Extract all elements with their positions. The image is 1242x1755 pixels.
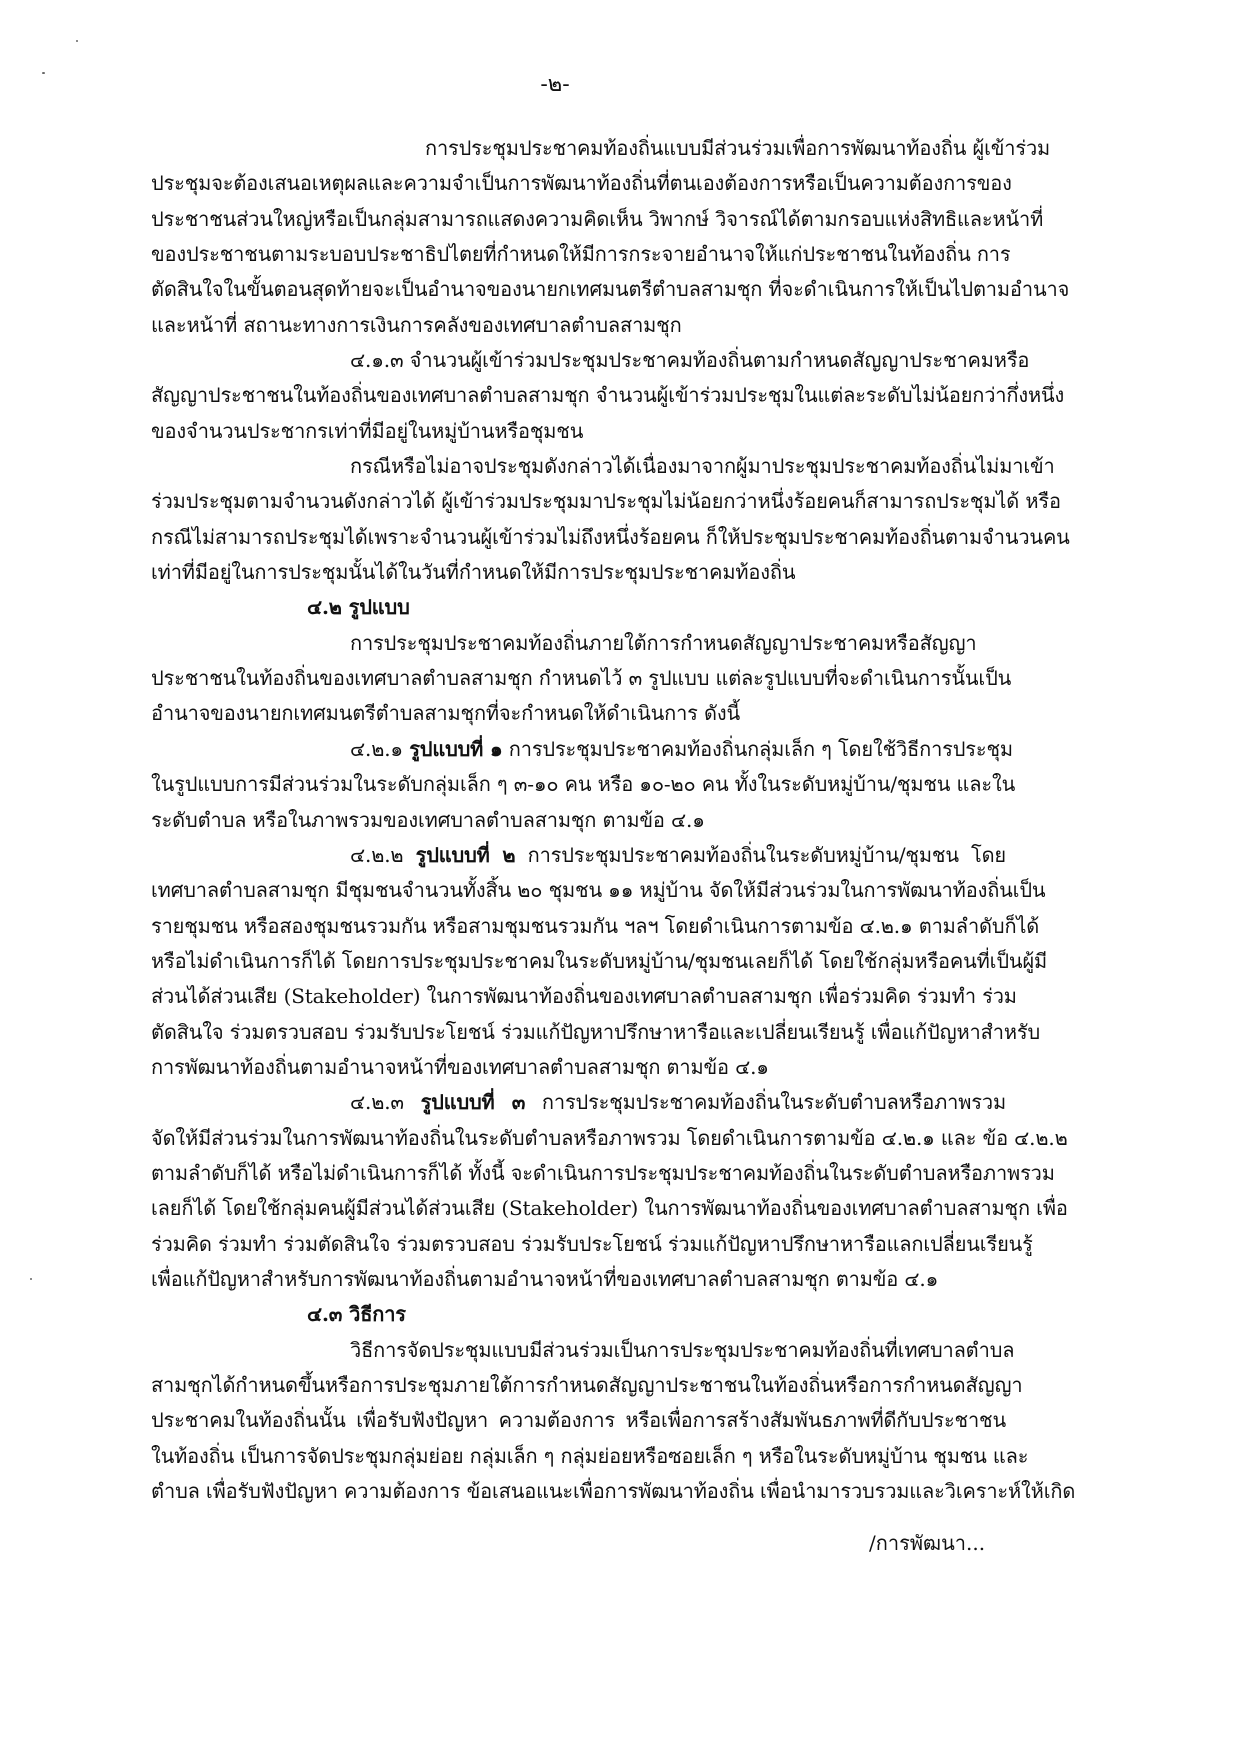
item-title: รูปแบบที่ ๒ xyxy=(415,843,516,867)
paragraph-line xyxy=(350,840,1006,870)
paragraph-line: ในรูปแบบการมีส่วนร่วมในระดับกลุ่มเล็ก ๆ ๓-๑๐ คน หรือ ๑๐-๒๐ คน ทั้งในระดับหมู่บ้าน/ชุมชน และใน xyxy=(151,772,1016,796)
item-title: รูปแบบที่ ๓ xyxy=(420,1090,526,1114)
item-title: รูปแบบที่ ๑ xyxy=(409,737,503,761)
paragraph-line: ของจำนวนประชากรเท่าที่มีอยู่ในหมู่บ้านหรือชุมชน xyxy=(151,419,584,443)
paragraph-line xyxy=(350,734,1013,764)
paragraph-line: เพื่อแก้ปัญหาสำหรับการพัฒนาท้องถิ่นตามอำนาจหน้าที่ของเทศบาลตำบลสามชุก ตามข้อ ๔.๑ xyxy=(151,1267,939,1291)
item-number: ๔.๒.๑ xyxy=(350,737,410,761)
paragraph-line: ตำบล เพื่อรับฟังปัญหา ความต้องการ ข้อเสนอแนะเพื่อการพัฒนาท้องถิ่น เพื่อนำมารวบรวมและวิเคราะห์ให้เกิด xyxy=(151,1479,1076,1503)
paragraph-line: อำนาจของนายกเทศมนตรีตำบลสามชุกที่จะกำหนดให้ดำเนินการ ดังนี้ xyxy=(151,701,740,725)
section-heading: ๔.๒ รูปแบบ xyxy=(307,595,410,619)
paragraph-line: จัดให้มีส่วนร่วมในการพัฒนาท้องถิ่นในระดับตำบลหรือภาพรวม โดยดำเนินการตามข้อ ๔.๒.๑ และ ข้อ ๔.๒.๒ xyxy=(151,1126,1068,1150)
paragraph-line: เลยก็ได้ โดยใช้กลุ่มคนผู้มีส่วนได้ส่วนเสีย (Stakeholder) ในการพัฒนาท้องถิ่นของเทศบาลตำบลสามชุก เพื่อ xyxy=(151,1196,1068,1220)
paragraph-line: ๔.๑.๓ จำนวนผู้เข้าร่วมประชุมประชาคมท้องถิ่นตามกำหนดสัญญาประชาคมหรือ xyxy=(350,348,1030,372)
paragraph-line: ในท้องถิ่น เป็นการจัดประชุมกลุ่มย่อย กลุ่มเล็ก ๆ กลุ่มย่อยหรือซอยเล็ก ๆ หรือในระดับหมู่บ้าน ชุมชน และ xyxy=(151,1444,1029,1468)
scan-speck xyxy=(30,1278,32,1280)
paragraph-line: ประชาคมในท้องถิ่นนั้น เพื่อรับฟังปัญหา ความต้องการ หรือเพื่อการสร้างสัมพันธภาพที่ดีกับประชาชน xyxy=(151,1408,1006,1432)
paragraph-line: หรือไม่ดำเนินการก็ได้ โดยการประชุมประชาคมในระดับหมู่บ้าน/ชุมชนเลยก็ได้ โดยใช้กลุ่มหรือคนที่เป็นผู้มี xyxy=(151,949,1048,973)
item-text: การประชุมประชาคมท้องถิ่นในระดับหมู่บ้าน/ชุมชน โดย xyxy=(515,843,1006,867)
item-text: การประชุมประชาคมท้องถิ่นในระดับตำบลหรือภาพรวม xyxy=(525,1090,1006,1114)
paragraph-line: เท่าที่มีอยู่ในการประชุมนั้นได้ในวันที่กำหนดให้มีการประชุมประชาคมท้องถิ่น xyxy=(151,560,796,584)
item-number: ๔.๒.๓ xyxy=(350,1090,421,1114)
paragraph-line: สัญญาประชาชนในท้องถิ่นของเทศบาลตำบลสามชุก จำนวนผู้เข้าร่วมประชุมในแต่ละระดับไม่น้อยกว่ากึ่งหนึ่ง xyxy=(151,383,1065,407)
section-heading: ๔.๓ วิธีการ xyxy=(307,1302,406,1326)
paragraph-line: ร่วมประชุมตามจำนวนดังกล่าวได้ ผู้เข้าร่วมประชุมมาประชุมไม่น้อยกว่าหนึ่งร้อยคนก็สามารถประชุมได้ หรือ xyxy=(151,489,1061,513)
continuation-marker: /การพัฒนา... xyxy=(869,1531,986,1555)
page-number: -๒- xyxy=(540,72,570,97)
paragraph-line: การพัฒนาท้องถิ่นตามอำนาจหน้าที่ของเทศบาลตำบลสามชุก ตามข้อ ๔.๑ xyxy=(151,1055,769,1079)
paragraph-line xyxy=(350,1087,1006,1117)
paragraph-line: ประชุมจะต้องเสนอเหตุผลและความจำเป็นการพัฒนาท้องถิ่นที่ตนเองต้องการหรือเป็นความต้องการของ xyxy=(151,171,1012,195)
paragraph-line: ร่วมคิด ร่วมทำ ร่วมตัดสินใจ ร่วมตรวบสอบ ร่วมรับประโยชน์ ร่วมแก้ปัญหาปรึกษาหารือแลกเปลี่ยนเรียนรู้ xyxy=(151,1232,1033,1256)
paragraph-line: เทศบาลตำบลสามชุก มีชุมชนจำนวนทั้งสิ้น ๒๐ ชุมชน ๑๑ หมู่บ้าน จัดให้มีส่วนร่วมในการพัฒนาท้องถิ่นเป็น xyxy=(151,878,1046,902)
item-text: การประชุมประชาคมท้องถิ่นกลุ่มเล็ก ๆ โดยใช้วิธีการประชุม xyxy=(502,737,1013,761)
scan-speck xyxy=(76,40,78,42)
paragraph-line: และหน้าที่ สถานะทางการเงินการคลังของเทศบาลตำบลสามชุก xyxy=(151,313,682,337)
paragraph-line: ตามลำดับก็ได้ หรือไม่ดำเนินการก็ได้ ทั้งนี้ จะดำเนินการประชุมประชาคมท้องถิ่นในระดับตำบลหรือภาพรวม xyxy=(151,1161,1055,1185)
paragraph-line: สามชุกได้กำหนดขึ้นหรือการประชุมภายใต้การกำหนดสัญญาประชาชนในท้องถิ่นหรือการกำหนดสัญญา xyxy=(151,1373,1023,1397)
item-number: ๔.๒.๒ xyxy=(350,843,416,867)
paragraph-line: กรณีหรือไม่อาจประชุมดังกล่าวได้เนื่องมาจากผู้มาประชุมประชาคมท้องถิ่นไม่มาเข้า xyxy=(350,454,1055,478)
paragraph-line: กรณีไม่สามารถประชุมได้เพราะจำนวนผู้เข้าร่วมไม่ถึงหนึ่งร้อยคน ก็ให้ประชุมประชาคมท้องถิ่นตามจำนวนคน xyxy=(151,525,1070,549)
paragraph-line: วิธีการจัดประชุมแบบมีส่วนร่วมเป็นการประชุมประชาคมท้องถิ่นที่เทศบาลตำบล xyxy=(350,1338,1015,1362)
paragraph-line: ประชาชนส่วนใหญ่หรือเป็นกลุ่มสามารถแสดงความคิดเห็น วิพากษ์ วิจารณ์ได้ตามกรอบแห่งสิทธิและหน้าที่ xyxy=(151,207,1044,231)
paragraph-line: ตัดสินใจ ร่วมตรวบสอบ ร่วมรับประโยชน์ ร่วมแก้ปัญหาปรึกษาหารือและเปลี่ยนเรียนรู้ เพื่อแก้ปัญหาสำหรับ xyxy=(151,1020,1041,1044)
paragraph-line: รายชุมชน หรือสองชุมชนรวมกัน หรือสามชุมชนรวมกัน ฯลฯ โดยดำเนินการตามข้อ ๔.๒.๑ ตามลำดับก็ได้ xyxy=(151,914,1040,938)
paragraph-line: ระดับตำบล หรือในภาพรวมของเทศบาลตำบลสามชุก ตามข้อ ๔.๑ xyxy=(151,808,705,832)
paragraph-line: การประชุมประชาคมท้องถิ่นแบบมีส่วนร่วมเพื่อการพัฒนาท้องถิ่น ผู้เข้าร่วม xyxy=(425,136,1051,160)
paragraph-line: การประชุมประชาคมท้องถิ่นภายใต้การกำหนดสัญญาประชาคมหรือสัญญา xyxy=(350,631,977,655)
paragraph-line: ประชาชนในท้องถิ่นของเทศบาลตำบลสามชุก กำหนดไว้ ๓ รูปแบบ แต่ละรูปแบบที่จะดำเนินการนั้นเป็น xyxy=(151,666,1012,690)
paragraph-line: ของประชาชนตามระบอบประชาธิปไตยที่กำหนดให้มีการกระจายอำนาจให้แก่ประชาชนในท้องถิ่น การ xyxy=(151,242,1011,266)
paragraph-line: ส่วนได้ส่วนเสีย (Stakeholder) ในการพัฒนาท้องถิ่นของเทศบาลตำบลสามชุก เพื่อร่วมคิด ร่วมทำ ร่วม xyxy=(151,984,1017,1008)
paragraph-line: ตัดสินใจในขั้นตอนสุดท้ายจะเป็นอำนาจของนายกเทศมนตรีตำบลสามชุก ที่จะดำเนินการให้เป็นไปตามอำนาจ xyxy=(151,277,1070,301)
